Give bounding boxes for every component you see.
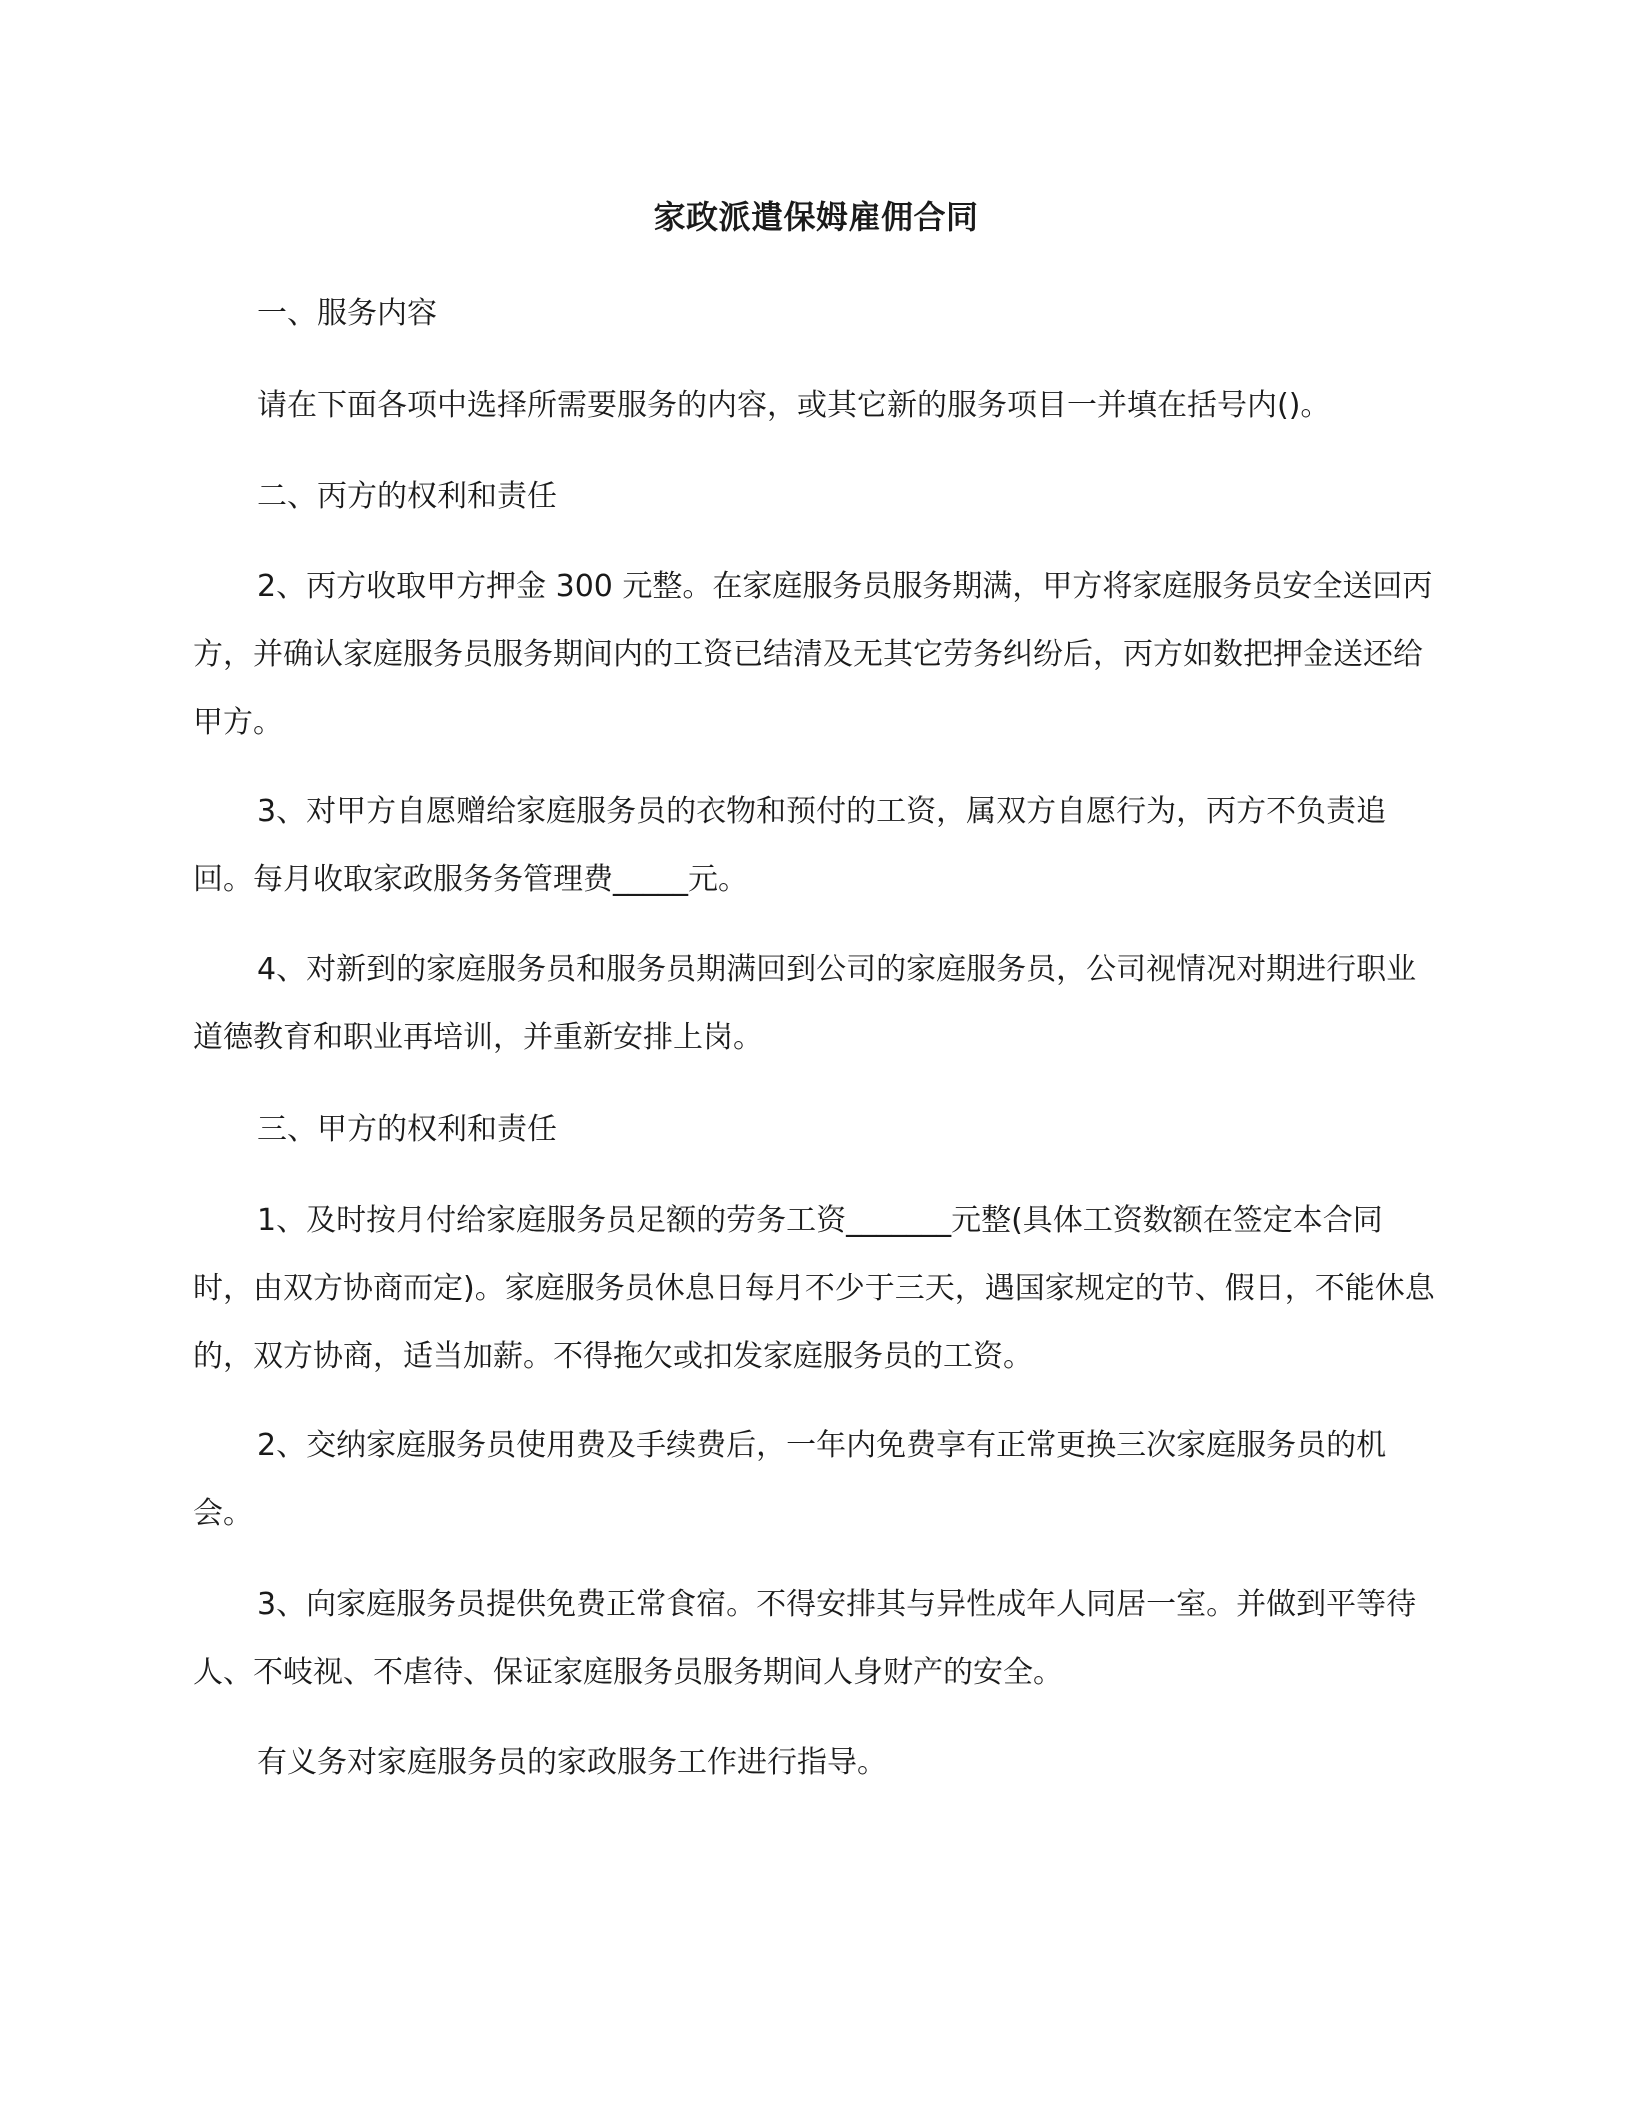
- section-3-heading: 三、甲方的权利和责任: [257, 1112, 557, 1147]
- section-2-item-4: 4、对新到的家庭服务员和服务员期满回到公司的家庭服务员，公司视情况对期进行职业道德教育和职业再培训，并重新安排上岗。: [193, 952, 1417, 1055]
- section-3-item-1: 1、及时按月付给家庭服务员足额的劳务工资_______元整(具体工资数额在签定本合同时，由双方协商而定)。家庭服务员休息日每月不少于三天，遇国家规定的节、假日，不能休息的，双方协商，适当加薪。不得拖欠或扣发家庭服务员的工资。: [193, 1203, 1435, 1374]
- section-1-text: 请在下面各项中选择所需要服务的内容，或其它新的服务项目一并填在括号内()。: [257, 388, 1331, 423]
- closing-text: 有义务对家庭服务员的家政服务工作进行指导。: [257, 1745, 887, 1780]
- section-3-item-3: 3、向家庭服务员提供免费正常食宿。不得安排其与异性成年人同居一室。并做到平等待人、不岐视、不虐待、保证家庭服务员服务期间人身财产的安全。: [193, 1587, 1417, 1690]
- section-2-item-3: 3、对甲方自愿赠给家庭服务员的衣物和预付的工资，属双方自愿行为，丙方不负责追回。每月收取家政服务务管理费_____元。: [193, 794, 1387, 897]
- section-1-heading: 一、服务内容: [257, 296, 437, 331]
- section-2-item-2: 2、丙方收取甲方押金 300 元整。在家庭服务员服务期满，甲方将家庭服务员安全送回丙方，并确认家庭服务员服务期间内的工资已结清及无其它劳务纠纷后，丙方如数把押金送还给甲方。: [193, 569, 1433, 740]
- section-3-item-2: 2、交纳家庭服务员使用费及手续费后，一年内免费享有正常更换三次家庭服务员的机会。: [193, 1428, 1387, 1531]
- section-2-heading: 二、丙方的权利和责任: [257, 479, 557, 514]
- document-title: 家政派遣保姆雇佣合同: [653, 198, 979, 236]
